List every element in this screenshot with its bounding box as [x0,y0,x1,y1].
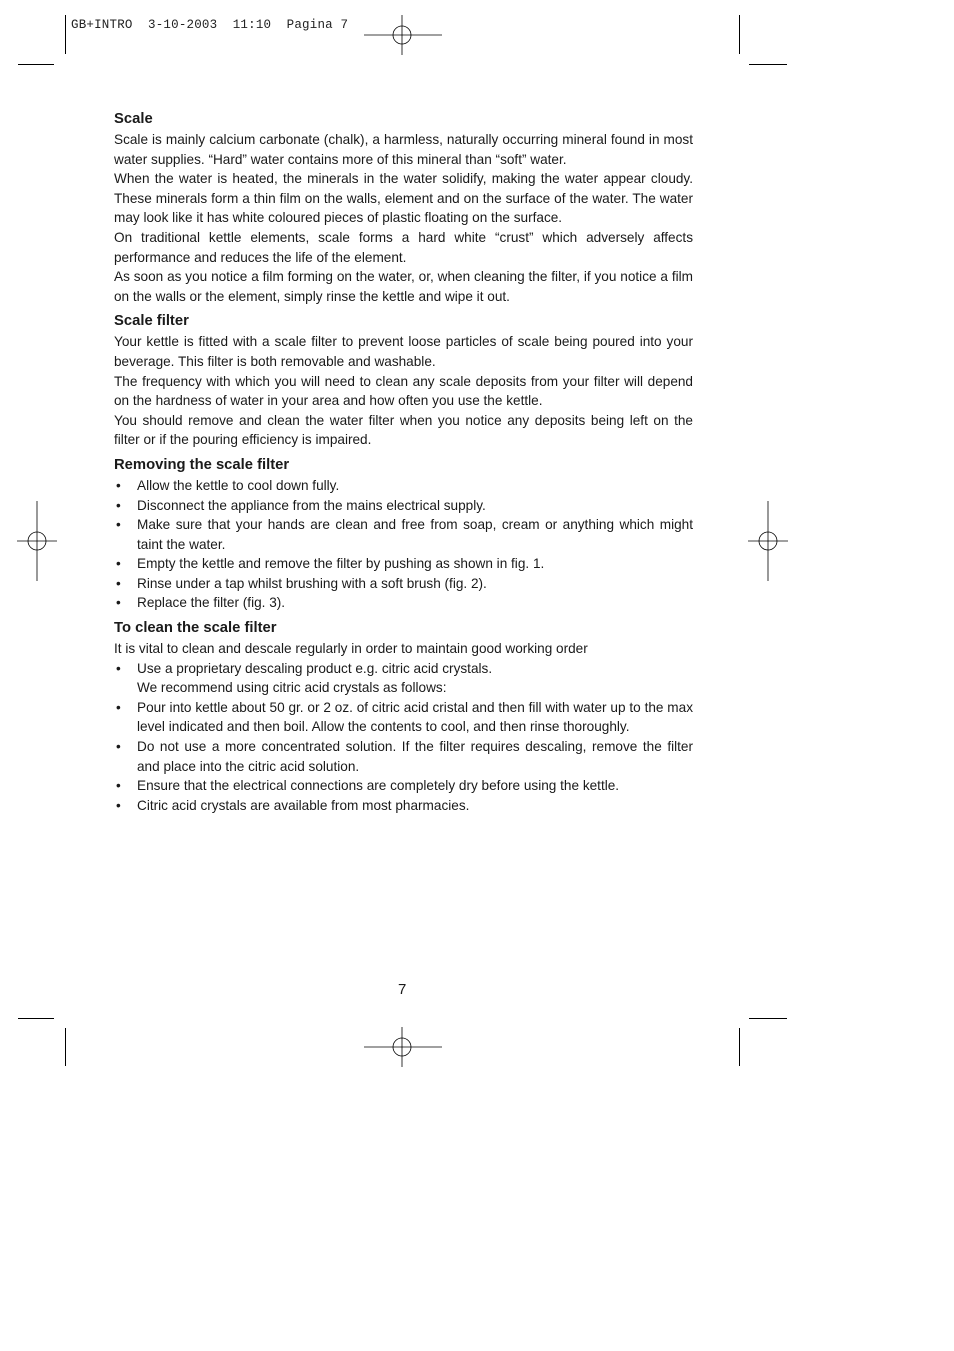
list-item-text: Citric acid crystals are available from most pharmacies. [137,797,470,813]
print-slug: GB+INTRO 3-10-2003 11:10 Pagina 7 [71,18,349,32]
list-item-text: Ensure that the electrical connections are completely dry before using the kettle. [137,778,620,794]
list-item [114,593,693,613]
registration-mark-icon [17,501,57,581]
list-item [114,737,693,776]
list-item [114,659,693,698]
list-item-text: Do not use a more concentrated solution. If the filter requires descaling, remove the filter and place into the citric acid solution. [137,739,693,774]
crop-mark [65,15,66,54]
bullet-icon: • [116,497,121,513]
list-item-text: Replace the filter (fig. 3). [137,595,286,611]
section-heading: To clean the scale filter [114,620,277,637]
crop-mark [65,1028,66,1066]
paragraph: Your kettle is fitted with a scale filter to prevent loose particles of scale being poured into your beverage. This filter is both removable and washable. [114,334,693,369]
paragraph: As soon as you notice a film forming on the water, or, when cleaning the filter, if you notice a film on the walls or the element, simply rinse the kettle and wipe it out. [114,269,693,304]
paragraph: When the water is heated, the minerals in the water solidify, making the water appear cloudy. These minerals form a thin film on the walls, element and on the surface of the water. The water may look like it has white coloured pieces of plastic floating on the surface. [114,171,693,226]
list-item-text: Disconnect the appliance from the mains electrical supply. [137,497,486,513]
list-item [114,554,693,574]
bullet-icon: • [116,739,121,755]
section-clean-filter [114,618,693,815]
paragraph: It is vital to clean and descale regularly in order to maintain good working order [114,641,588,657]
bullet-icon: • [116,556,121,572]
registration-mark-icon [748,501,788,581]
bullet-icon: • [116,575,121,591]
bullet-icon: • [116,595,121,611]
section-heading: Removing the scale filter [114,456,290,473]
page-number: 7 [398,981,407,998]
bullet-icon: • [116,778,121,794]
list-item-text: Use a proprietary descaling product e.g. citric acid crystals. [137,660,493,676]
bullet-icon: • [116,699,121,715]
bullet-icon: • [116,660,121,676]
crop-mark [18,64,54,65]
crop-mark [749,1018,787,1019]
bullet-icon: • [116,797,121,813]
section-scale [114,109,693,306]
paragraph: You should remove and clean the water filter when you notice any deposits being left on the filter or if the pouring efficiency is impaired. [114,412,693,448]
crop-mark [739,15,740,54]
list-item-subtext: We recommend using citric acid crystals as follows: [137,680,447,696]
registration-mark-icon [364,15,442,55]
list-item-text: Pour into kettle about 50 gr. or 2 oz. of citric acid cristal and then fill with water up to the max level indicated and then boil. Allow the contents to cool, and then rinse thoroughly. [137,699,693,735]
registration-mark-icon [364,1027,442,1067]
paragraph: The frequency with which you will need to clean any scale deposits from your filter will depend on the hardness of water in your area and how often you use the kettle. [114,373,693,409]
list-item-text: Make sure that your hands are clean and free from soap, cream or anything which might taint the water. [137,517,693,552]
paragraph: On traditional kettle elements, scale forms a hard white “crust” which adversely affects performance and reduces the life of the element. [114,229,693,265]
crop-mark [18,1018,54,1019]
list-item [114,776,693,796]
bullet-list [114,659,693,816]
list-item-text: Allow the kettle to cool down fully. [137,477,340,493]
section-heading: Scale filter [114,313,189,330]
paragraph: Scale is mainly calcium carbonate (chalk), a harmless, naturally occurring mineral found in most water supplies. “Hard” water contains more of this mineral than “soft” water. [114,132,693,167]
list-item-text: Rinse under a tap whilst brushing with a soft brush (fig. 2). [137,575,487,591]
list-item [114,476,693,496]
list-item [114,698,693,737]
list-item [114,574,693,594]
page-content [114,109,693,820]
section-removing-filter [114,455,693,613]
bullet-list [114,476,693,613]
list-item-text: Empty the kettle and remove the filter by pushing as shown in fig. 1. [137,556,545,572]
bullet-icon: • [116,477,121,493]
bullet-icon: • [116,517,121,533]
list-item [114,496,693,516]
list-item [114,515,693,554]
crop-mark [739,1028,740,1066]
section-scale-filter [114,311,693,450]
list-item [114,796,693,816]
section-heading: Scale [114,111,153,127]
crop-mark [749,64,787,65]
